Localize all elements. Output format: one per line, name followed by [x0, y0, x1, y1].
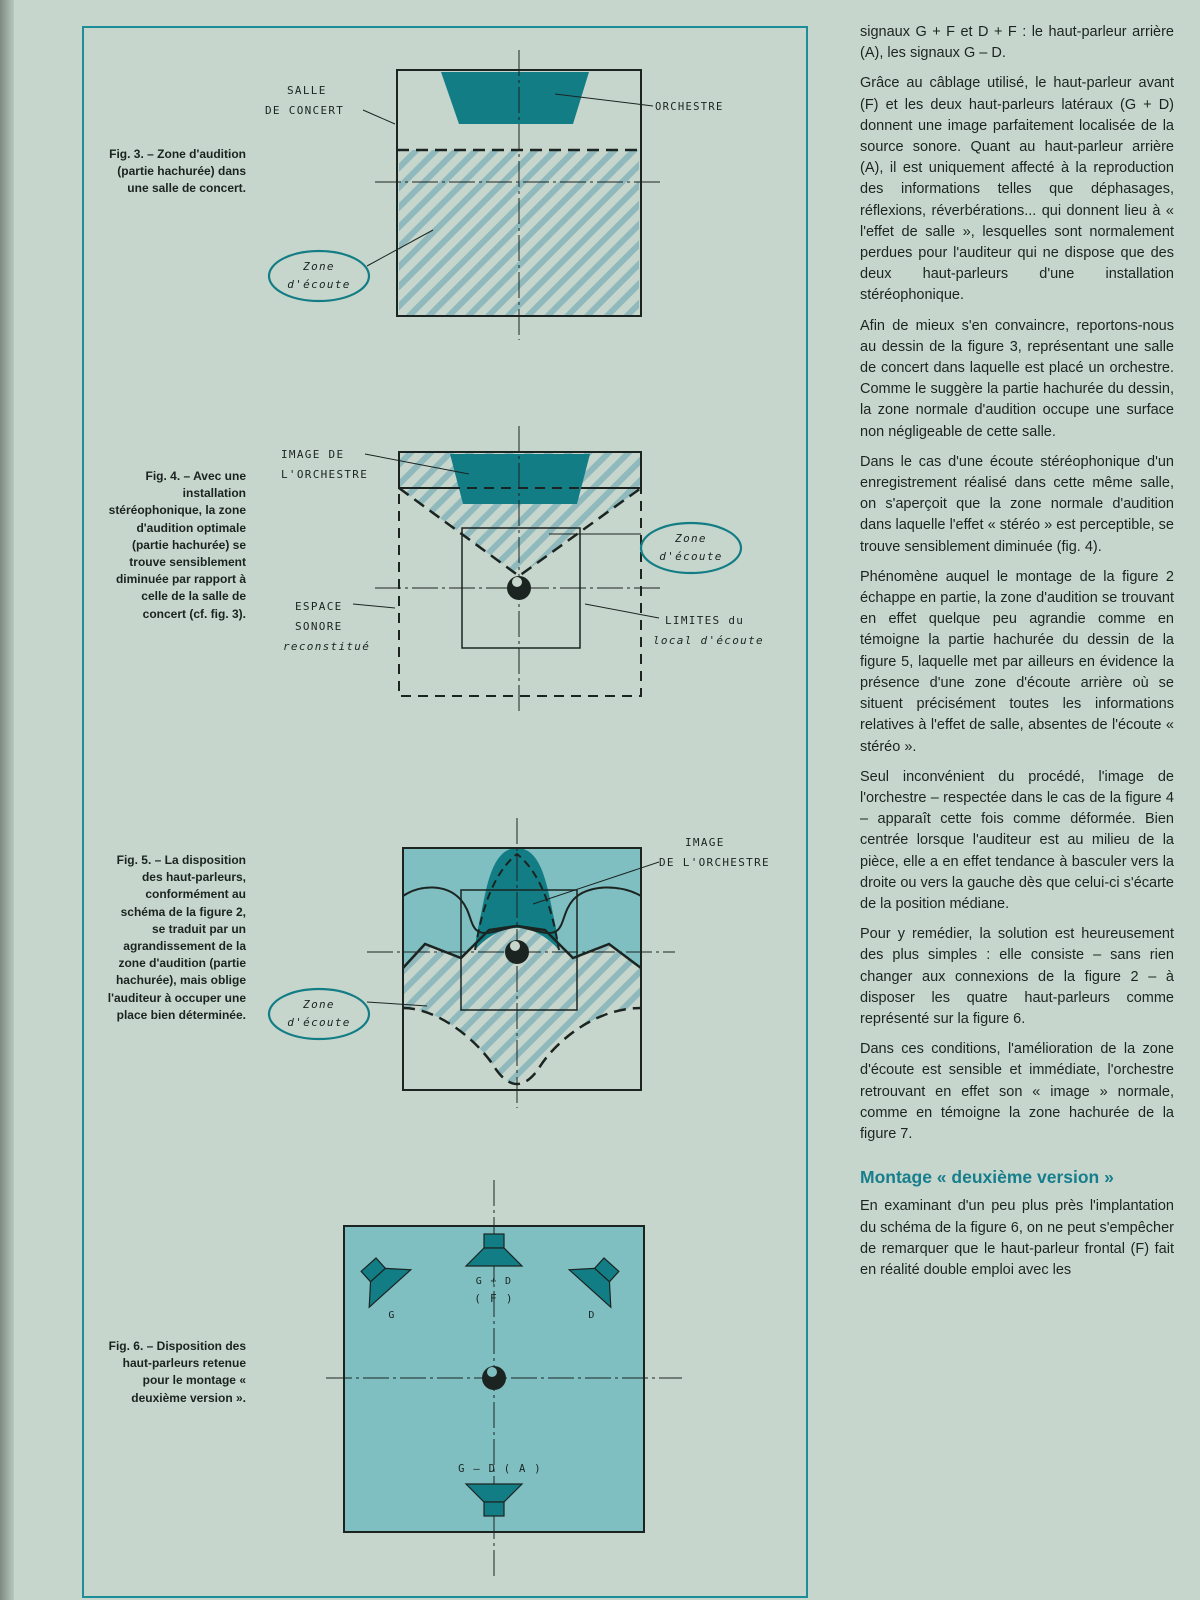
fig3-orchestra-shape [441, 72, 589, 124]
fig3-diagram [255, 50, 724, 350]
fig4-label-space-2: SONORE [295, 620, 343, 633]
fig4-label-limits-1: LIMITES du [665, 614, 745, 627]
fig5-label-zone-2: d'écoute [287, 1016, 351, 1029]
fig3-label-hall-1: SALLE [287, 84, 327, 97]
fig4-label-limits-2: local d'écoute [653, 634, 764, 647]
article-paragraph: Seul inconvénient du procédé, l'image de l'orchestre – respectée dans le cas de la figure 4 – apparaît cette fois comme déformée. Bien centrée lorsque l'auditeur est au milieu de la pièce, elle a en effet tendance à basculer vers la droite ou vers la gauche dès que celui-ci s'écarte de la position médiane. [860, 768, 1174, 912]
fig5-label-image-1: IMAGE [685, 836, 725, 849]
fig4-label-zone-1: Zone [675, 532, 707, 545]
article-paragraph: Afin de mieux s'en convaincre, reportons-nous au dessin de la figure 3, représentant une salle de concert dans laquelle est placé un orchestre. Comme le suggère la partie hachurée du dessin, la zone normale d'audition occupe une surface non négligeable de cette salle. [860, 317, 1174, 440]
fig4-caption: Fig. 4. – Avec une installation stéréophonique, la zone d'audition optimale (partie hachurée) se trouve sensiblement diminuée par rapport à celle de la salle de concert (cf. fig. 3). [108, 469, 246, 621]
fig4-label-space-3: reconstitué [283, 640, 371, 653]
fig5-label-image-2: DE L'ORCHESTRE [659, 856, 770, 869]
fig4-label-space-1: ESPACE [295, 600, 343, 613]
article-paragraph: Dans ces conditions, l'amélioration de la zone d'écoute est sensible et immédiate, l'orchestre retrouvant en effet son « image » normale, comme en témoigne la zone hachurée de la figure 7. [860, 1041, 1174, 1142]
fig5-caption: Fig. 5. – La disposition des haut-parleurs, conformément au schéma de la figure 2, se traduit par un agrandissement de la zone d'audition (partie hachurée), mais oblige l'auditeur à occuper une place bien déterminée. [107, 853, 246, 1022]
fig6-label-left: G [388, 1310, 396, 1321]
fig4-listener-icon [507, 576, 531, 600]
article-paragraph: Grâce au câblage utilisé, le haut-parleur avant (F) et les deux haut-parleurs latéraux (G + D) donnent une image parfaitement localisée de la source sonore. Quant au haut-parleur arrière (A), il est uniquement affecté à la reproduction des informations telles que déphasages, réflexions, réverbérations... qui donnent lieu à « l'effet de salle », lesquelles sont normalement perdues pour l'auditeur qui ne dispose que des deux haut-parleurs d'une installation stéréophonique. [860, 75, 1174, 304]
fig3-label-orchestra: ORCHESTRE [655, 101, 724, 113]
fig4-label-image-1: IMAGE DE [281, 448, 345, 461]
article-paragraph: signaux G + F et D + F : le haut-parleur arrière (A), les signaux G – D. [860, 24, 1174, 62]
article-column [860, 22, 1174, 1290]
fig6-label-rear: G – D ( A ) [458, 1463, 542, 1475]
fig6-listener-icon [482, 1366, 506, 1390]
fig3-label-zone-2: d'écoute [287, 278, 351, 291]
fig6-diagram [320, 1170, 690, 1590]
section-heading: Montage « deuxième version » [860, 1167, 1114, 1188]
fig4-orchestra-image [450, 454, 590, 504]
fig4-label-image-2: L'ORCHESTRE [281, 468, 369, 481]
fig5-zone-bubble [269, 989, 369, 1039]
binding-shadow [0, 0, 14, 1600]
article-paragraph: Phénomène auquel le montage de la figure 2 échappe en partie, la zone d'audition se trouvant en effet quelque peu agrandie comme en témoigne la partie hachurée du dessin de la figure 5, laquelle met par ailleurs en évidence la présence d'une zone d'écoute arrière où se situent précisément toutes les informations relatives à l'effet de salle, absentes de l'écoute « stéréo ». [860, 568, 1174, 755]
fig5-label-zone-1: Zone [303, 998, 335, 1011]
fig3-zone-bubble [269, 251, 369, 301]
fig6-caption: Fig. 6. – Disposition des haut-parleurs retenue pour le montage « deuxième version ». [108, 1339, 246, 1405]
article-paragraph: En examinant d'un peu plus près l'implantation du schéma de la figure 6, on ne peut s'empêcher de remarquer que le haut-parleur frontal (F) fait en réalité double emploi avec les [860, 1198, 1174, 1278]
fig3-label-hall-2: DE CONCERT [265, 104, 345, 117]
fig3-label-zone-1: Zone [303, 260, 335, 273]
fig6-label-front-2: ( F ) [474, 1292, 514, 1305]
fig5-diagram [255, 818, 795, 1108]
fig5-listener-icon [505, 940, 529, 964]
fig6-label-front-1: G + D [475, 1276, 513, 1287]
fig6-label-right: D [588, 1310, 596, 1321]
article-paragraph: Pour y remédier, la solution est heureusement des plus simples : elle consiste – sans rien changer aux connexions de la figure 2 – à disposer les quatre haut-parleurs comme représenté sur la figure 6. [860, 926, 1174, 1027]
fig4-zone-bubble [641, 523, 741, 573]
article-paragraph: Dans le cas d'une écoute stéréophonique d'un enregistrement réalisé dans cette même salle, on s'aperçoit que la zone normale d'audition dans laquelle l'effet « stéréo » est perceptible, se trouve sensiblement diminuée (fig. 4). [860, 453, 1174, 555]
fig4-diagram [255, 426, 775, 716]
fig4-label-zone-2: d'écoute [659, 550, 723, 563]
fig3-caption: Fig. 3. – Zone d'audition (partie hachurée) dans une salle de concert. [109, 147, 246, 196]
